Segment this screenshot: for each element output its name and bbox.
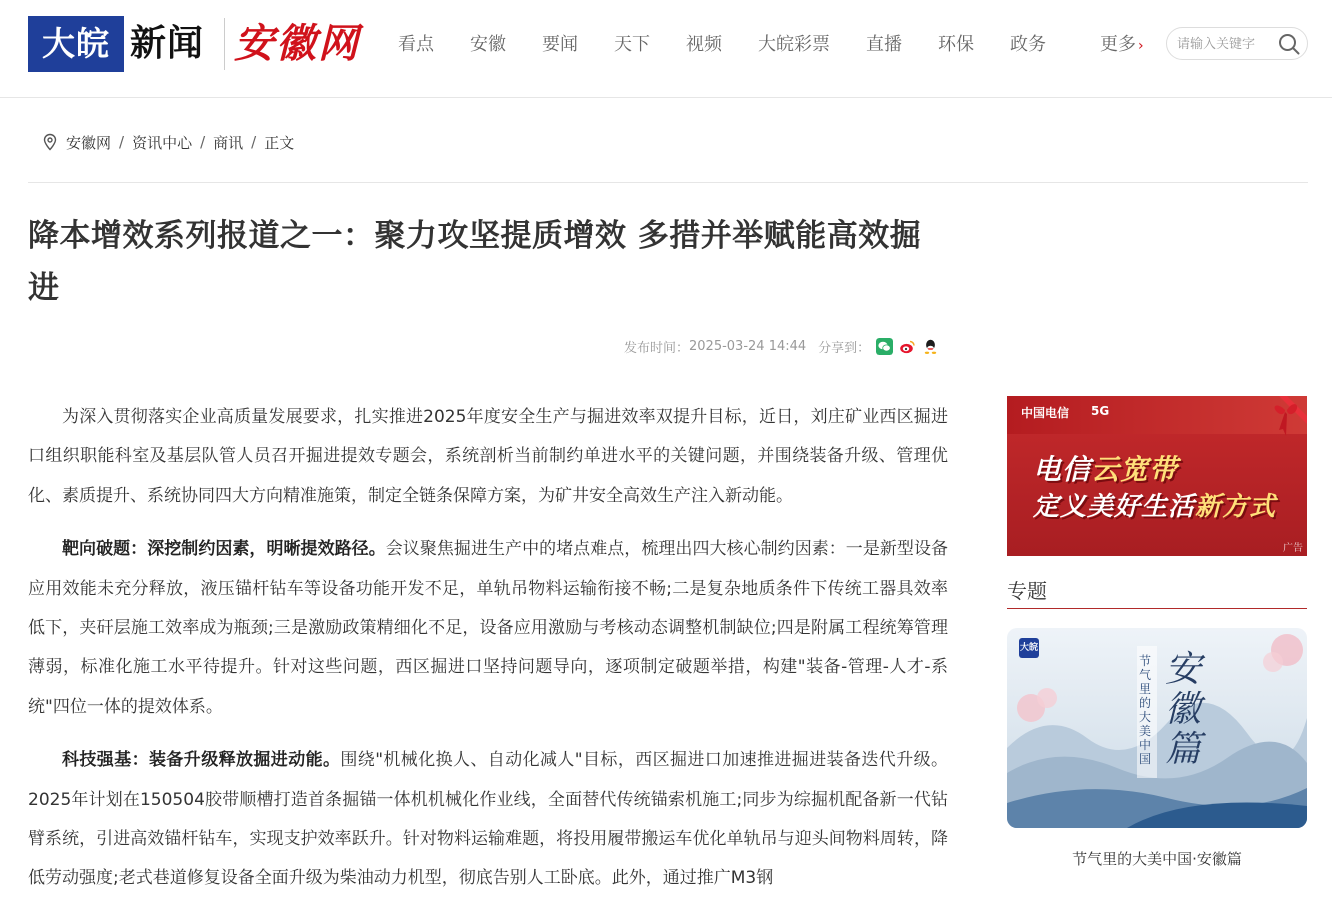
site-header <box>0 0 1332 98</box>
ad-5g-badge: 5G <box>1091 404 1110 418</box>
nav-item-yaowen[interactable]: 要闻 <box>542 34 578 55</box>
ad-tag: 广告 <box>1283 543 1303 554</box>
topic-vertical-title: 节气里的大美中国 <box>1139 654 1152 766</box>
dawan-logo-news-text: 新闻 <box>130 23 205 64</box>
ad-headline-2a: 定义美好生活 <box>1033 492 1196 522</box>
telecom-ad-banner[interactable] <box>1007 396 1307 556</box>
breadcrumb-separator: / <box>251 133 257 151</box>
publish-time: 2025-03-24 14:44 <box>689 338 807 354</box>
publish-label: 发布时间： <box>624 340 690 356</box>
nav-more-label: 更多 <box>1100 34 1136 55</box>
article-title: 降本增效系列报道之一：聚力攻坚提质增效 多措并举赋能高效掘进 <box>28 218 922 306</box>
ad-headline-2b: 新方式 <box>1195 492 1277 522</box>
nav-item-live[interactable]: 直播 <box>866 34 902 55</box>
ad-brand: 中国电信 <box>1021 406 1070 420</box>
ad-headline-2 <box>1033 486 1276 523</box>
ad-headline-1 <box>1033 448 1178 488</box>
topic-banner-image[interactable] <box>1007 628 1307 828</box>
nav-item-tianxia[interactable]: 天下 <box>614 34 650 55</box>
article-meta <box>624 335 939 357</box>
nav-item-video[interactable]: 视频 <box>686 34 722 55</box>
article-paragraph <box>28 741 948 899</box>
breadcrumb-divider <box>28 182 1308 183</box>
main-nav <box>398 27 1082 63</box>
breadcrumb-current: 正文 <box>264 133 295 152</box>
nav-more-menu[interactable] <box>1100 27 1144 64</box>
wechat-share-icon[interactable] <box>876 338 893 355</box>
paragraph-lead: 科技强基：装备升级释放掘进动能。 <box>62 750 341 771</box>
article-paragraph <box>28 530 948 727</box>
nav-item-anhui[interactable]: 安徽 <box>470 34 506 55</box>
dawan-logo-mark: 大皖 <box>28 16 124 72</box>
breadcrumb-business[interactable]: 商讯 <box>213 133 244 152</box>
article-paragraph: 为深入贯彻落实企业高质量发展要求，扎实推进2025年度安全生产与掘进效率双提升目标，近日，刘庄矿业西区掘进口组织职能科室及基层队管人员召开掘进提效专题会，系统剖析当前制约单进水平的关键问题，并围绕装备升级、管理优化、素质提升、系统协同四大方向精准施策，制定全链条保障方案，为矿井安全高效生产注入新动能。 <box>28 407 948 506</box>
nav-item-environment[interactable]: 环保 <box>938 34 974 55</box>
nav-item-government[interactable]: 政务 <box>1010 34 1046 55</box>
ad-headline-1b: 云宽带 <box>1091 453 1179 486</box>
topic-section-heading: 专题 <box>1007 578 1307 609</box>
dawan-news-logo[interactable] <box>28 16 204 72</box>
landscape-illustration <box>1007 628 1307 828</box>
article-body <box>28 398 948 913</box>
search-icon[interactable] <box>1277 32 1301 56</box>
search-box <box>1166 27 1308 60</box>
share-label: 分享到： <box>818 340 871 356</box>
breadcrumb <box>42 130 294 154</box>
topic-logo-badge: 大皖 <box>1019 638 1039 658</box>
logo-divider <box>224 18 225 70</box>
topic-calligraphy-title: 安徽篇 <box>1165 649 1202 770</box>
ad-headline-1a: 电信 <box>1033 453 1092 486</box>
breadcrumb-home[interactable]: 安徽网 <box>66 133 112 152</box>
breadcrumb-news-center[interactable]: 资讯中心 <box>132 133 193 152</box>
nav-item-lottery[interactable]: 大皖彩票 <box>758 34 830 55</box>
anhui-net-logo[interactable]: 安徽网 <box>234 20 360 67</box>
breadcrumb-separator: / <box>119 133 125 151</box>
search-input[interactable] <box>1177 34 1272 54</box>
paragraph-lead: 靶向破题：深挖制约因素，明晰提效路径。 <box>62 539 386 560</box>
location-pin-icon <box>42 133 58 151</box>
paragraph-text: 会议聚焦掘进生产中的堵点难点，梳理出四大核心制约因素：一是新型设备应用效能未充分释放，液压锚杆钻车等设备功能开发不足，单轨吊物料运输衔接不畅;二是复杂地质条件下传统工器具效率低下，夹矸层施工效率成为瓶颈;三是激励政策精细化不足，设备应用激励与考核动态调整机制缺位;四是附属工程统筹管理薄弱，标准化施工水平待提升。针对这些问题，西区掘进口坚持问题导向，逐项制定破题举措，构建"装备-管理-人才-系统"四位一体的提效体系。 <box>28 539 949 717</box>
chevron-right-icon: › <box>1138 38 1144 54</box>
paragraph-text: 围绕"机械化换人、自动化减人"目标，西区掘进口加速推进掘进装备迭代升级。2025年计划在150504胶带顺槽打造首条掘锚一体机机械化作业线，全面替代传统锚索机施工;同步为综掘机配备新一代钻臂系统，引进高效锚杆钻车，实现支护效率跃升。针对物料运输难题，将投用履带搬运车优化单轨吊与迎头间物料周转，降低劳动强度;老式巷道修复设备全面升级为柴油动力机型，彻底告别人工卧底。此外，通过推广M3钢 <box>28 750 948 889</box>
nav-item-kandian[interactable]: 看点 <box>398 34 434 55</box>
qq-share-icon[interactable] <box>922 338 939 355</box>
gift-ribbon-icon <box>1249 396 1307 454</box>
weibo-share-icon[interactable] <box>899 338 916 355</box>
topic-caption[interactable]: 节气里的大美中国·安徽篇 <box>1072 850 1242 868</box>
breadcrumb-separator: / <box>200 133 206 151</box>
